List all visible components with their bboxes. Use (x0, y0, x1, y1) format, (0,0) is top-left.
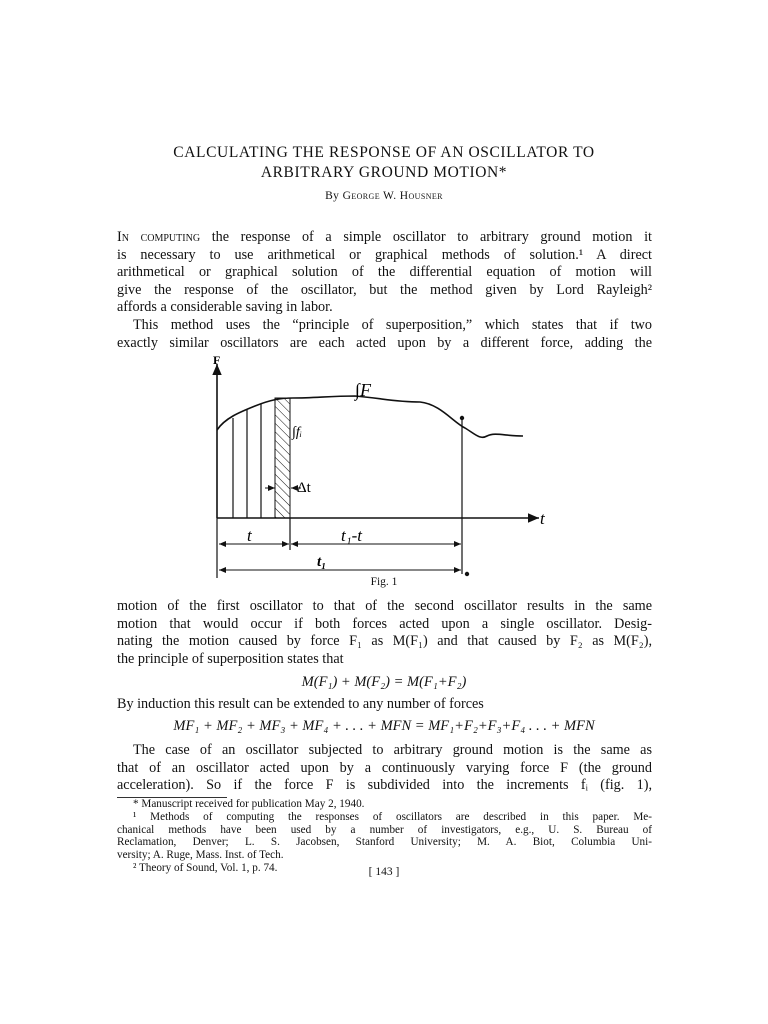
paragraph-2 (117, 317, 652, 352)
footnote-line: chanical methods have been used by a number of investigators, e.g., U. S. Bureau of (117, 823, 652, 836)
title-line-2: ARBITRARY GROUND MOTION* (260, 164, 508, 181)
byline (0, 190, 768, 202)
paragraph-line: the principle of superposition states that (117, 650, 344, 667)
paragraph-line: affords a considerable saving in labor. (117, 299, 333, 316)
f-axis-label: F (213, 353, 221, 367)
equation-1: M(F₁) + M(F₂) = M(F₁+F₂) (301, 674, 467, 690)
t1-dot-top (460, 416, 464, 420)
paragraph-line: The case of an oscillator subjected to arbitrary ground motion is the same as (133, 742, 652, 758)
dim-t-label: t (247, 526, 252, 545)
paragraph-line: arithmetical or graphical solution of the differential equation of motion will (117, 264, 652, 281)
paragraph-3 (117, 598, 652, 668)
paragraph-line: is necessary to use arithmetical or graphical methods of solution.¹ A direct (117, 246, 652, 263)
paragraph-line: By induction this result can be extended to any number of forces (117, 696, 484, 712)
footnote-2: ² Theory of Sound, Vol. 1, p. 74. (133, 862, 278, 874)
figure-1 (195, 352, 565, 582)
footnote-line: ¹ Methods of computing the responses of oscillators are described in this paper. Me- (133, 811, 652, 823)
curve-label: ∫F (355, 380, 371, 400)
dim-t1-label: t₁ (317, 554, 327, 570)
footnote-line: Reclamation, Denver; L. S. Jacobsen, Stanford University; M. A. Biot, Columbia Uni- (117, 836, 652, 849)
hatched-strip (275, 398, 290, 518)
paragraph-line: motion of the first oscillator to that of the second oscillator results in the same (117, 598, 652, 614)
lead-words: In computing (117, 229, 201, 245)
figure-caption: Fig. 1 (370, 576, 398, 588)
footnote-star: * Manuscript received for publication May 2, 1940. (133, 798, 365, 810)
paragraph-line: nating the motion caused by force F₁ as M(F₁) and that caused by F₂ as M(F₂), (117, 633, 652, 650)
strip-label: ∫fᵢ (292, 425, 302, 440)
paragraph-5 (117, 742, 652, 795)
paragraph-line: acceleration). So if the force F is subdivided into the increments fᵢ (fig. 1), (117, 777, 652, 794)
paragraph-4 (117, 696, 652, 714)
author-name: George W. Housner (342, 190, 443, 202)
paragraph-line: In computing the response of a simple oscillator to arbitrary ground motion it (117, 229, 652, 245)
equation-2: MF₁ + MF₂ + MF₃ + MF₄ + . . . + MFN = MF₁+F₂+F₃+F₄ . . . + MFN (173, 718, 595, 734)
force-curve (217, 396, 523, 437)
paragraph-line: that of an oscillator acted upon by a continuously varying force F (the ground (117, 759, 652, 776)
footnote-line: versity; A. Ruge, Mass. Inst. of Tech. (117, 848, 284, 861)
t-axis-label: t (540, 509, 545, 528)
paragraph-line: give the response of the oscillator, but the method given by Lord Rayleigh² (117, 281, 652, 298)
dt-label: Δt (297, 480, 311, 496)
footnote-1 (117, 811, 652, 861)
paragraph-1 (117, 229, 652, 317)
paragraph-line: motion that would occur if both forces acted upon a single oscillator. Desig- (117, 615, 652, 632)
title-line-1: CALCULATING THE RESPONSE OF AN OSCILLATOR TO (173, 144, 595, 161)
paragraph-line: exactly similar oscillators are each acted upon by a different force, adding the (117, 334, 652, 351)
dim-t1-minus-t-label: t₁-t (341, 526, 363, 545)
page-number: [ 143 ] (368, 866, 400, 878)
paragraph-line: This method uses the “principle of superposition,” which states that if two (133, 317, 652, 333)
byline-prefix: By (325, 190, 340, 202)
